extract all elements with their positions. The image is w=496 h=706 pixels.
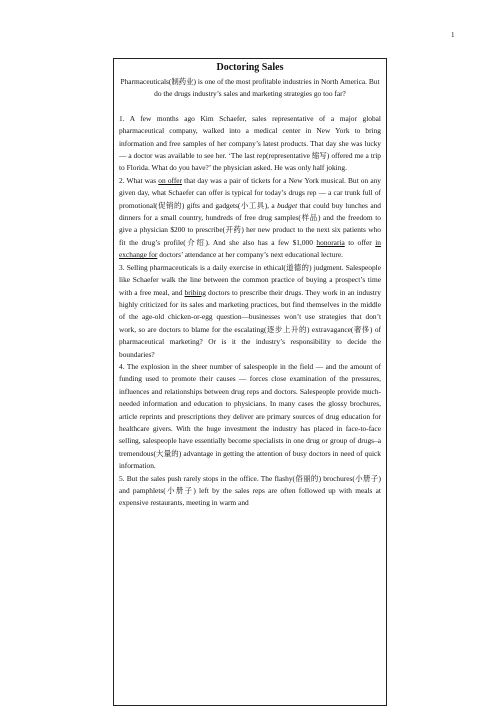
underlined-term: on offer (158, 175, 183, 185)
underlined-term: bribing (184, 287, 206, 297)
paragraph-text: doctors to prescribe their drugs. They work in an industry highly criticized for its sales and marketing practices, but find themselves in the middle of the age-old chicken-or-egg question—businesses won’t use strategies that don’t work, so are doctors to blame for the escalating(逐步上升的) extravagance(奢侈) of pharmaceutical marketing? Or is it the industry’s responsibility to decide the boundaries? (119, 287, 381, 359)
page-number: 1 (451, 31, 455, 39)
paragraph-text: that could buy lunches and dinners for a small country, hundreds of free drug samples(样品) and the freedom to give a physician $200 to prescribe(开药) her new product to the next six patients who fit the drug’s profile(介绍). And she also has a few $1,000 (119, 200, 381, 247)
paragraph-3 (119, 262, 381, 361)
paragraph-text: 2. What was (119, 175, 159, 185)
paragraph-text: to offer (344, 237, 376, 247)
paragraph-1 (119, 113, 381, 175)
paragraph-text: 3. Selling pharmaceuticals is a daily exercise in ethical(道德的) judgment. Salespeople like Schaefer walk the line between the common practice of buying a prospect’s time with a free meal, and (119, 262, 381, 297)
paragraph-text: 5. But the sales push rarely stops in the office. The flashy(俗丽的) brochures(小册子) and pamphlets(小册子) left by the sales reps are often followed up with meals at expensive restaurants, meeting in warm and (119, 473, 381, 508)
paragraph-text: that day was a pair of tickets for a New York musical. But on any given day, what Schaefer can offer is typical for today’s drugs rep — a car trunk full of promotional(促销的) gifts and gadgets(小工具), a (119, 175, 381, 210)
underlined-term: in exchange for (119, 237, 381, 260)
paragraph-2 (119, 175, 381, 262)
underlined-term: honoraria (316, 237, 345, 247)
paragraph-text: doctors’ attendance at her company’s next educational lecture. (157, 250, 343, 260)
article-intro: Pharmaceuticals(制药业) is one of the most profitable industries in North America. But do the drugs industry’s sales and marketing strategies go too far? (120, 77, 380, 99)
paragraph-text: 1. A few months ago Kim Schaefer, sales representative of a major global pharmaceutical company, walked into a medical center in New York to bring information and free samples of her company’s latest products. That day she was lucky — a doctor was available to see her. ‘The last rep(representative 缩写) offered me a trip to Florida. What do you have?’ the physician asked. He was only half joking. (119, 113, 381, 173)
article-box (113, 58, 387, 706)
italic-term: budget (277, 200, 298, 210)
paragraph-4 (119, 361, 381, 473)
paragraph-text: 4. The explosion in the sheer number of salespeople in the field — and the amount of funding used to promote their causes — forces close examination of the pressures, influences and relationships between drug reps and doctors. Salespeople provide much-needed information and education to physicians. In many cases the glossy brochures, article reprints and prescriptions they deliver are primary sources of drug education for healthcare givers. With the huge investment the industry has placed in face-to-face selling, salespeople have essentially become specialists in one drug or group of drugs–a tremendous(大量的) advantage in getting the attention of busy doctors in need of quick information. (119, 361, 381, 471)
paragraph-5 (119, 473, 381, 510)
spacer (119, 101, 381, 113)
article-title: Doctoring Sales (216, 62, 284, 73)
